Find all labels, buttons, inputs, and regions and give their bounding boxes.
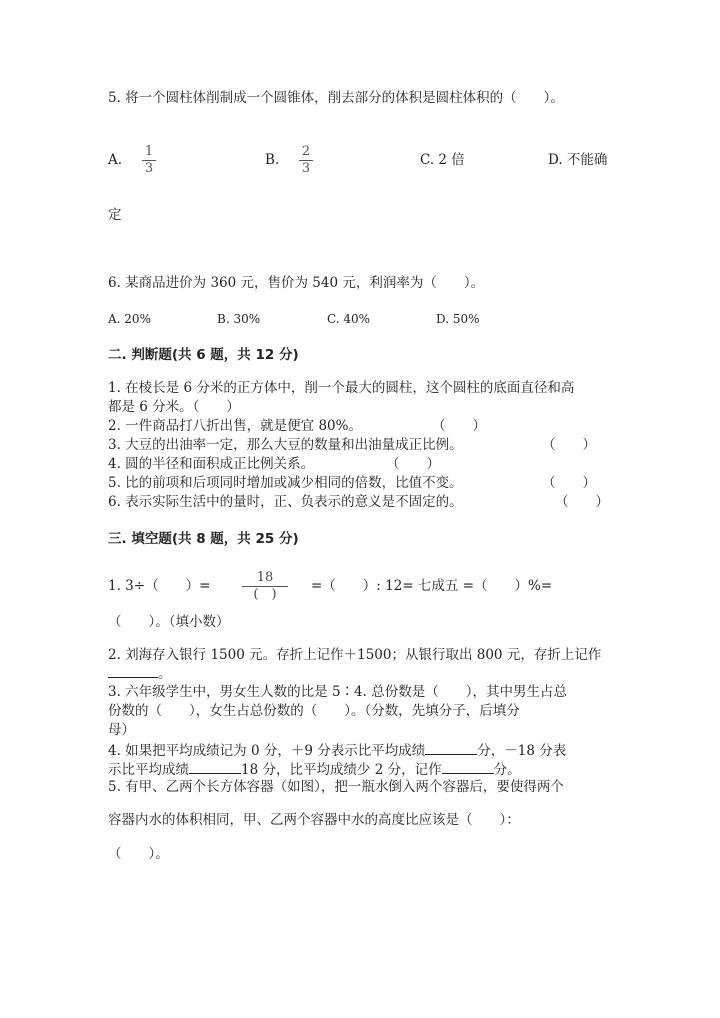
question-6-stem: 6. 某商品进价为 360 元，售价为 540 元，利润率为（ ）。 [108,275,485,291]
section-3-title: 三. 填空题(共 8 题，共 25 分) [108,531,299,547]
fill-item-4-text-a: 4. 如果把平均成绩记为 0 分，＋9 分表示比平均成绩 [108,743,426,759]
judge-item-1: 1. 在棱长是 6 分米的正方体中，削一个最大的圆柱，这个圆柱的底面直径和高 [108,380,575,396]
judge-item-4: 4. 圆的半径和面积成正比例关系。 [108,456,315,472]
answer-paren: （ ） [432,418,486,434]
option-d: D. 50% [436,312,480,326]
fill-item-1-denominator: ( ) [253,587,277,602]
option-d-wrap: 定 [108,207,122,223]
fill-item-4-text-e: 分。 [493,762,521,778]
fill-item-5-line2: 容器内水的体积相同，甲、乙两个容器中水的高度比应该是（ ）： [108,812,520,828]
option-b: B. 30% [217,312,261,326]
answer-blank [108,664,158,678]
section-2-title: 二. 判断题(共 6 题，共 12 分) [108,347,299,363]
option-a-denominator: 3 [144,161,154,176]
answer-paren: （ ） [555,494,609,510]
answer-blank [425,741,477,755]
fill-item-4-text-d: 18 分，比平均成绩少 2 分，记作 [241,762,442,778]
fill-item-1-fraction [242,571,288,602]
fill-item-4-text-c: 示比平均成绩 [108,762,189,778]
judge-item-5: 5. 比的前项和后项同时增加或减少相同的倍数，比值不变。 [108,475,463,491]
fill-item-2: 2. 刘海存入银行 1500 元。存折上记作＋1500；从银行取出 800 元，存折上记作 [108,647,602,663]
fill-item-4-line2 [108,760,521,779]
fill-item-1-part1: 1. 3÷（ ）= [108,578,211,594]
judge-item-1-cont: 都是 6 分米。（ ） [108,399,240,415]
option-b-fraction [299,145,313,176]
option-b-denominator: 3 [301,161,311,176]
option-a-numerator: 1 [144,144,154,159]
option-a: A. 20% [108,312,151,326]
fill-item-1-part2: =（ ）: 12= 七成五 =（ ）%= [311,578,553,594]
answer-blank [442,760,494,774]
fill-item-3-line3: 母） [108,722,135,738]
fill-item-5: 5. 有甲、乙两个长方体容器（如图），把一瓶水倒入两个容器后，要使得两个 [108,779,564,795]
option-a-label: A. [108,152,123,168]
fill-item-4-text-b: 分，－18 分表 [477,743,567,759]
answer-blank [189,760,241,774]
judge-item-6: 6. 表示实际生活中的量时，正、负表示的意义是不固定的。 [108,494,463,510]
answer-paren: （ ） [386,456,440,472]
fill-item-4 [108,741,566,760]
fill-item-1-numerator: 18 [256,570,274,585]
fill-item-1-line2: （ ）。（填小数） [108,614,230,630]
option-d: D. 不能确 [548,152,608,168]
fill-item-2-end: 。 [158,666,172,682]
option-c: C. 2 倍 [420,152,465,168]
option-b-label: B. [265,152,280,168]
answer-paren: （ ） [542,475,596,491]
fill-item-3: 3. 六年级学生中，男女生人数的比是 5∶4. 总份数是（ ），其中男生占总 [108,684,567,700]
answer-paren: （ ） [542,437,596,453]
option-c: C. 40% [327,312,371,326]
fill-item-5-line3: （ ）。 [108,846,169,862]
judge-item-3: 3. 大豆的出油率一定，那么大豆的数量和出油量成正比例。 [108,437,463,453]
judge-item-2: 2. 一件商品打八折出售，就是便宜 80%。 [108,418,362,434]
question-5-stem: 5. 将一个圆柱体削制成一个圆锥体，削去部分的体积是圆柱体积的（ ）。 [108,90,564,106]
fill-item-3-line2: 份数的（ ），女生占总份数的（ ）。（分数，先填分子，后填分 [108,703,520,719]
fill-item-2-blank-line [108,664,172,683]
option-a-fraction [142,145,156,176]
option-b-numerator: 2 [301,144,311,159]
